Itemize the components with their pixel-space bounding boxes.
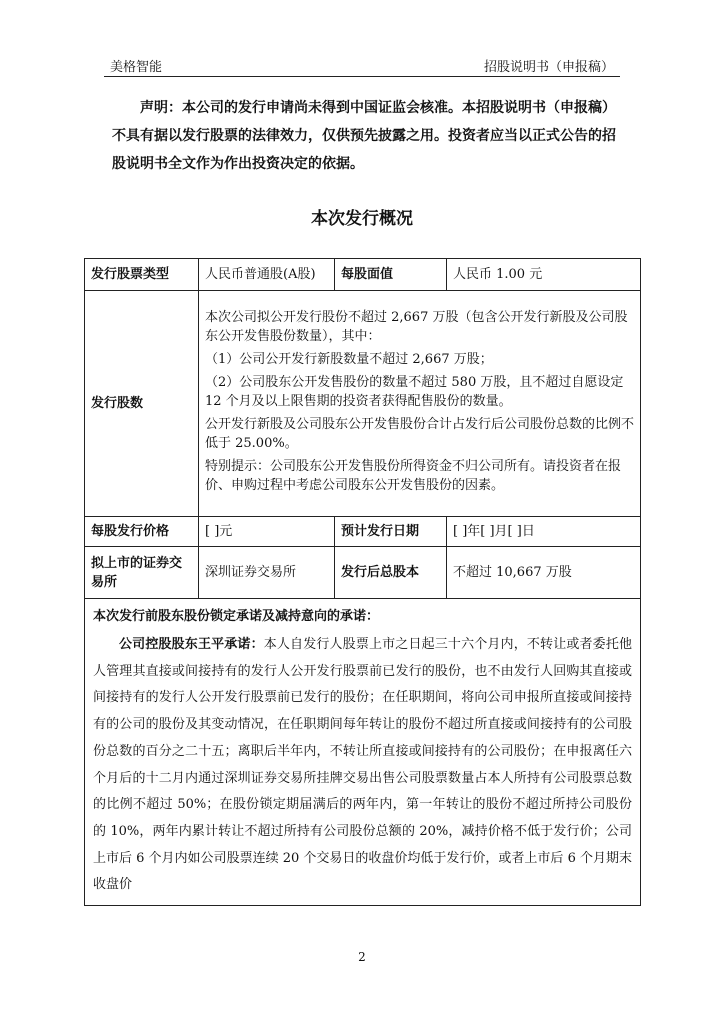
declaration: 声明：本公司的发行申请尚未得到中国证监会核准。本招股说明书（申报稿）不具有据以发行股票的法律效力，仅供预先披露之用。投资者应当以正式公告的招股说明书全文作为作出投资决定的依据。 [112,100,616,172]
lockup-commitment-heading: 本次发行前股东股份锁定承诺及减持意向的承诺： [93,609,380,624]
lockup-commitment-body [93,628,632,899]
table-row [85,291,641,517]
issue-price-value: [ ]元 [199,517,335,547]
par-value-value: 人民币 1.00 元 [447,259,641,291]
issue-price-label: 每股发行价格 [85,517,199,547]
table-row [85,517,641,547]
share-count-para: 特别提示：公司股东公开发售股份所得资金不归公司所有。请投资者在报价、申购过程中考虑公司股东公开发售股份的因素。 [205,459,622,493]
page-number: 2 [358,950,366,964]
table-row [85,599,641,906]
share-count-label: 发行股数 [85,291,199,517]
exchange-label: 拟上市的证券交易所 [85,547,199,599]
issue-date-value: [ ]年[ ]月[ ]日 [447,517,641,547]
total-capital-label: 发行后总股本 [335,547,447,599]
share-count-para: 本次公司拟公开发行股份不超过 2,667 万股（包含公开发行新股及公司股东公开发售股份数量），其中： [205,310,628,344]
share-count-para: （1）公司公开发行新股数量不超过 2,667 万股； [205,352,493,367]
table-row [85,547,641,599]
section-title: 本次发行概况 [311,209,413,229]
lockup-commitment-cell [85,599,641,906]
share-count-details [199,291,641,517]
par-value-label: 每股面值 [335,259,447,291]
offering-overview-table [84,258,641,906]
total-capital-value: 不超过 10,667 万股 [447,547,641,599]
commitment-lead: 公司控股股东王平承诺： [119,637,264,652]
stock-type-value: 人民币普通股(A股) [199,259,335,291]
header-doc-title: 招股说明书（申报稿） [483,60,614,75]
exchange-value: 深圳证券交易所 [199,547,335,599]
issue-date-label: 预计发行日期 [335,517,447,547]
commitment-text: 本人自发行人股票上市之日起三十六个月内，不转让或者委托他人管理其直接或间接持有的发行人公开发行股票前已发行的股份，也不由发行人回购其直接或间接持有的发行人公开发行股票前已发行的股份；在任职期间，将向公司申报所直接或间接持有的公司的股份及其变动情况，在任职期间每年转让的股份不超过所直接或间接持有的公司股份总数的百分之二十五；离职后半年内，不转让所直接或间接持有的公司股份；在申报离任六个月后的十二月内通过深圳证券交易所挂牌交易出售公司股票数量占本人所持有公司股票总数的比例不超过 50%；在股份锁定期届满后的两年内，第一年转让的股份不超过所持公司股份的 10%，两年内累计转让不超过所持有公司股份总额的 20%，减持价格不低于发行价；公司上市后 6 个月内如公司股票连续 20 个交易日的收盘价均低于发行价，或者上市后 6 个月期末收盘价 [93,637,632,893]
stock-type-label: 发行股票类型 [85,259,199,291]
share-count-para: （2）公司股东公开发售股份的数量不超过 580 万股，且不超过自愿设定 12 个月及以上限售期的投资者获得配售股份的数量。 [205,375,624,409]
header-rule [104,76,620,77]
share-count-para: 公开发行新股及公司股东公开发售股份合计占发行后公司股份总数的比例不低于 25.00%。 [205,417,635,451]
header-company: 美格智能 [110,60,163,75]
table-row [85,259,641,291]
